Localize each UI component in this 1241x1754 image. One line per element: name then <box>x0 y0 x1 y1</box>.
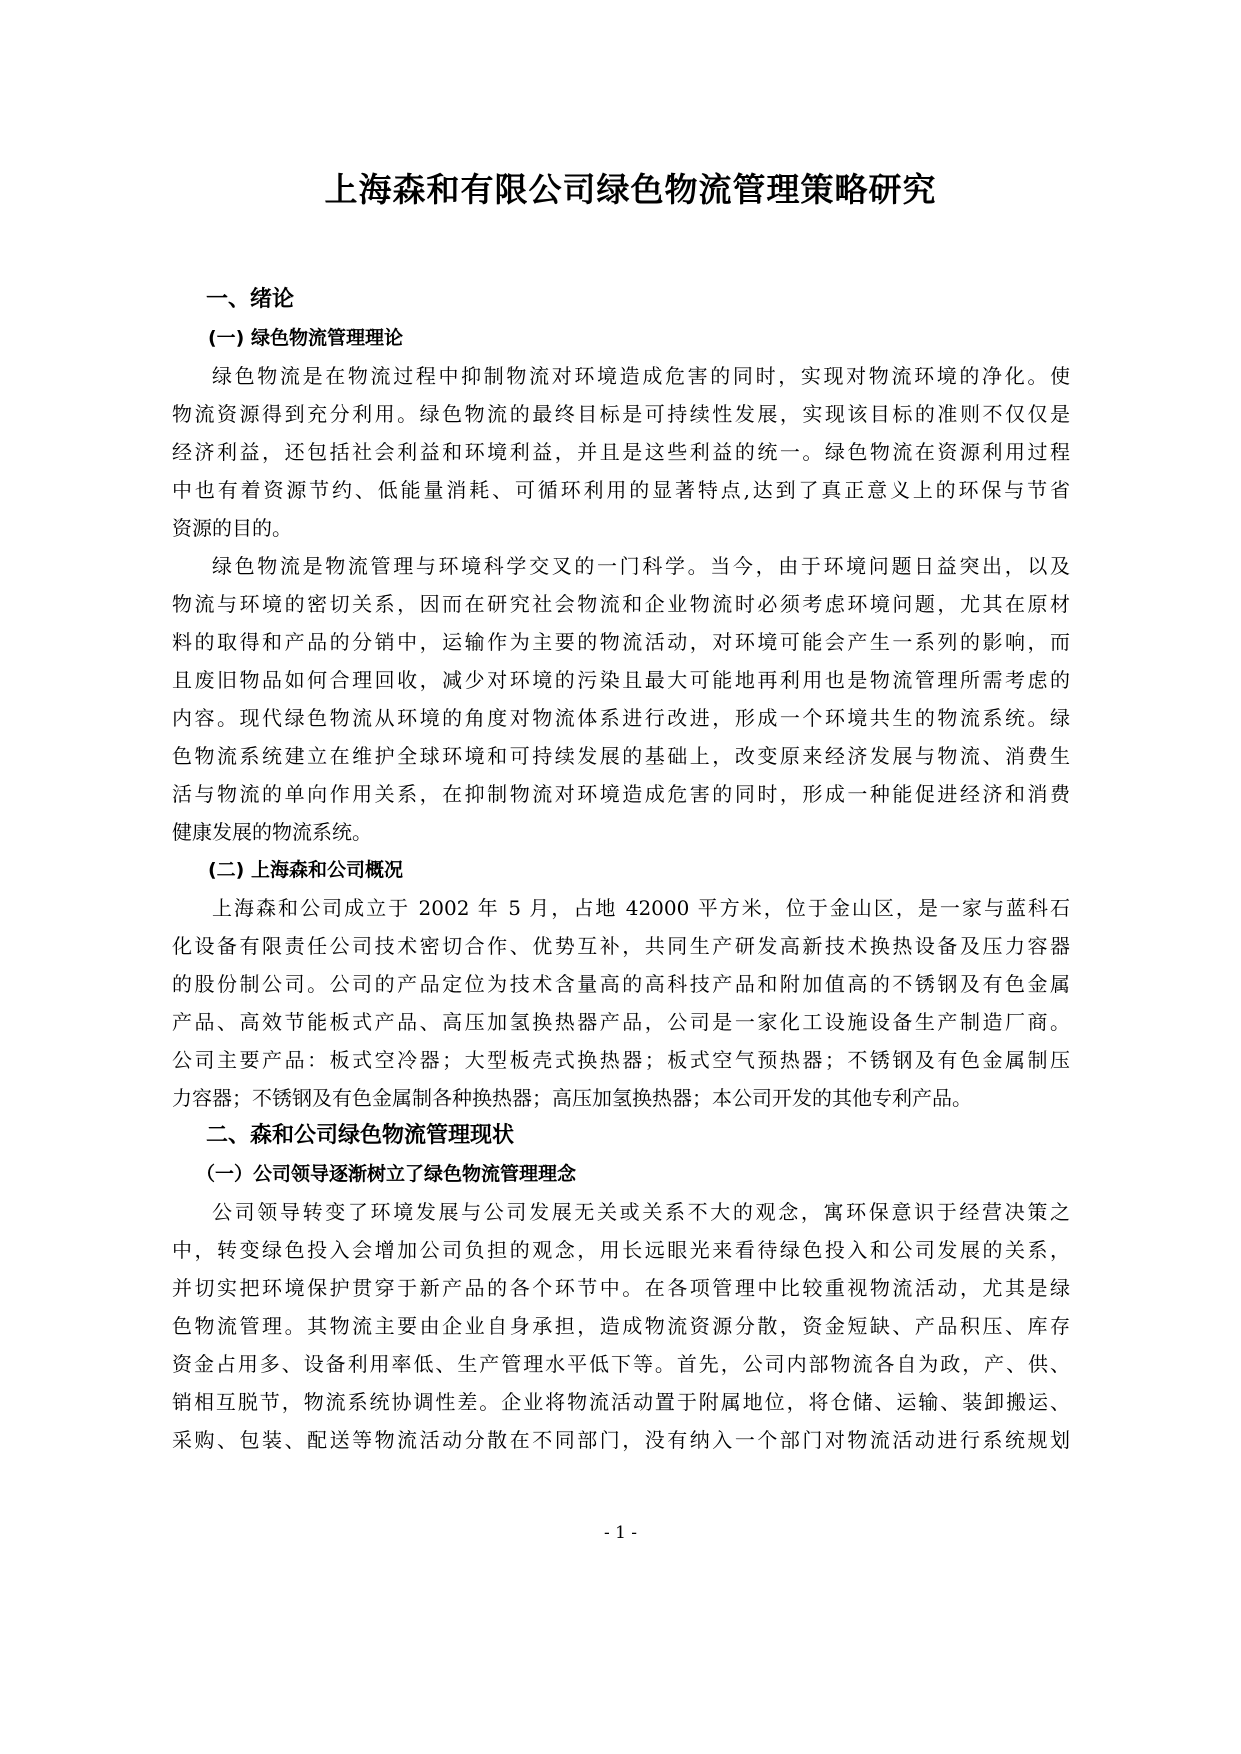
page-number: - 1 - <box>603 1523 638 1543</box>
subsection-heading: （一）公司领导逐渐树立了绿色物流管理理念 <box>196 1163 577 1185</box>
paragraph-line: 的股份制公司。公司的产品定位为技术含量高的高科技产品和附加值高的不锈钢及有色金属 <box>172 972 1070 996</box>
paragraph-line: 化设备有限责任公司技术密切合作、优势互补，共同生产研发高新技术换热设备及压力容器 <box>172 934 1070 958</box>
paragraph-line: 色物流系统建立在维护全球环境和可持续发展的基础上，改变原来经济发展与物流、消费生 <box>172 744 1070 768</box>
paragraph-line: 公司主要产品：板式空冷器；大型板壳式换热器；板式空气预热器；不锈钢及有色金属制压 <box>172 1048 1070 1072</box>
paragraph-line: 销相互脱节，物流系统协调性差。企业将物流活动置于附属地位，将仓储、运输、装卸搬运、 <box>172 1390 1070 1414</box>
paragraph <box>172 547 1070 851</box>
paragraph-line: 中也有着资源节约、低能量消耗、可循环利用的显著特点,达到了真正意义上的环保与节省 <box>172 478 1070 502</box>
paragraph-line: 绿色物流是在物流过程中抑制物流对环境造成危害的同时，实现对物流环境的净化。使 <box>212 364 1070 388</box>
paragraph-line: 资源的目的。 <box>172 516 292 540</box>
paragraph-line: 采购、包装、配送等物流活动分散在不同部门，没有纳入一个部门对物流活动进行系统规划 <box>172 1428 1070 1452</box>
paragraph <box>172 889 1070 1117</box>
subsection-heading: (二) 上海森和公司概况 <box>208 859 403 881</box>
paragraph-line: 资金占用多、设备利用率低、生产管理水平低下等。首先，公司内部物流各自为政，产、供、 <box>172 1352 1070 1376</box>
document-body <box>172 281 1070 1459</box>
paragraph-line: 料的取得和产品的分销中，运输作为主要的物流活动，对环境可能会产生一系列的影响，而 <box>172 630 1070 654</box>
paragraph-line: 力容器；不锈钢及有色金属制各种换热器；高压加氢换热器；本公司开发的其他专利产品。 <box>172 1086 972 1110</box>
paragraph-line: 内容。现代绿色物流从环境的角度对物流体系进行改进，形成一个环境共生的物流系统。绿 <box>172 706 1070 730</box>
section-heading: 一、绪论 <box>206 287 295 312</box>
paragraph-line: 产品、高效节能板式产品、高压加氢换热器产品，公司是一家化工设施设备生产制造厂商。 <box>172 1010 1070 1034</box>
paragraph-line: 绿色物流是物流管理与环境科学交叉的一门科学。当今，由于环境问题日益突出，以及 <box>212 554 1070 578</box>
paragraph-line: 物流资源得到充分利用。绿色物流的最终目标是可持续性发展，实现该目标的准则不仅仅是 <box>172 402 1070 426</box>
paragraph-line: 物流与环境的密切关系，因而在研究社会物流和企业物流时必须考虑环境问题，尤其在原材 <box>172 592 1070 616</box>
paragraph-line: 且废旧物品如何合理回收，减少对环境的污染且最大可能地再利用也是物流管理所需考虑的 <box>172 668 1070 692</box>
paragraph-line: 活与物流的单向作用关系，在抑制物流对环境造成危害的同时，形成一种能促进经济和消费 <box>172 782 1070 806</box>
paragraph-line: 色物流管理。其物流主要由企业自身承担，造成物流资源分散，资金短缺、产品积压、库存 <box>172 1314 1070 1338</box>
document-title: 上海森和有限公司绿色物流管理策略研究 <box>324 170 937 209</box>
section-heading: 二、森和公司绿色物流管理现状 <box>206 1123 515 1148</box>
paragraph-line: 并切实把环境保护贯穿于新产品的各个环节中。在各项管理中比较重视物流活动，尤其是绿 <box>172 1276 1070 1300</box>
paragraph <box>172 1193 1070 1459</box>
paragraph <box>172 357 1070 547</box>
subsection-heading: (一) 绿色物流管理理论 <box>208 327 403 349</box>
paragraph-line: 公司领导转变了环境发展与公司发展无关或关系不大的观念，寓环保意识于经营决策之 <box>212 1200 1070 1224</box>
paragraph-line: 中，转变绿色投入会增加公司负担的观念，用长远眼光来看待绿色投入和公司发展的关系， <box>172 1238 1070 1262</box>
paragraph-line: 健康发展的物流系统。 <box>172 820 372 844</box>
paragraph-line: 经济利益，还包括社会利益和环境利益，并且是这些利益的统一。绿色物流在资源利用过程 <box>172 440 1070 464</box>
paragraph-line: 上海森和公司成立于 2002 年 5 月，占地 42000 平方米，位于金山区，是一家与蓝科石 <box>212 896 1070 920</box>
